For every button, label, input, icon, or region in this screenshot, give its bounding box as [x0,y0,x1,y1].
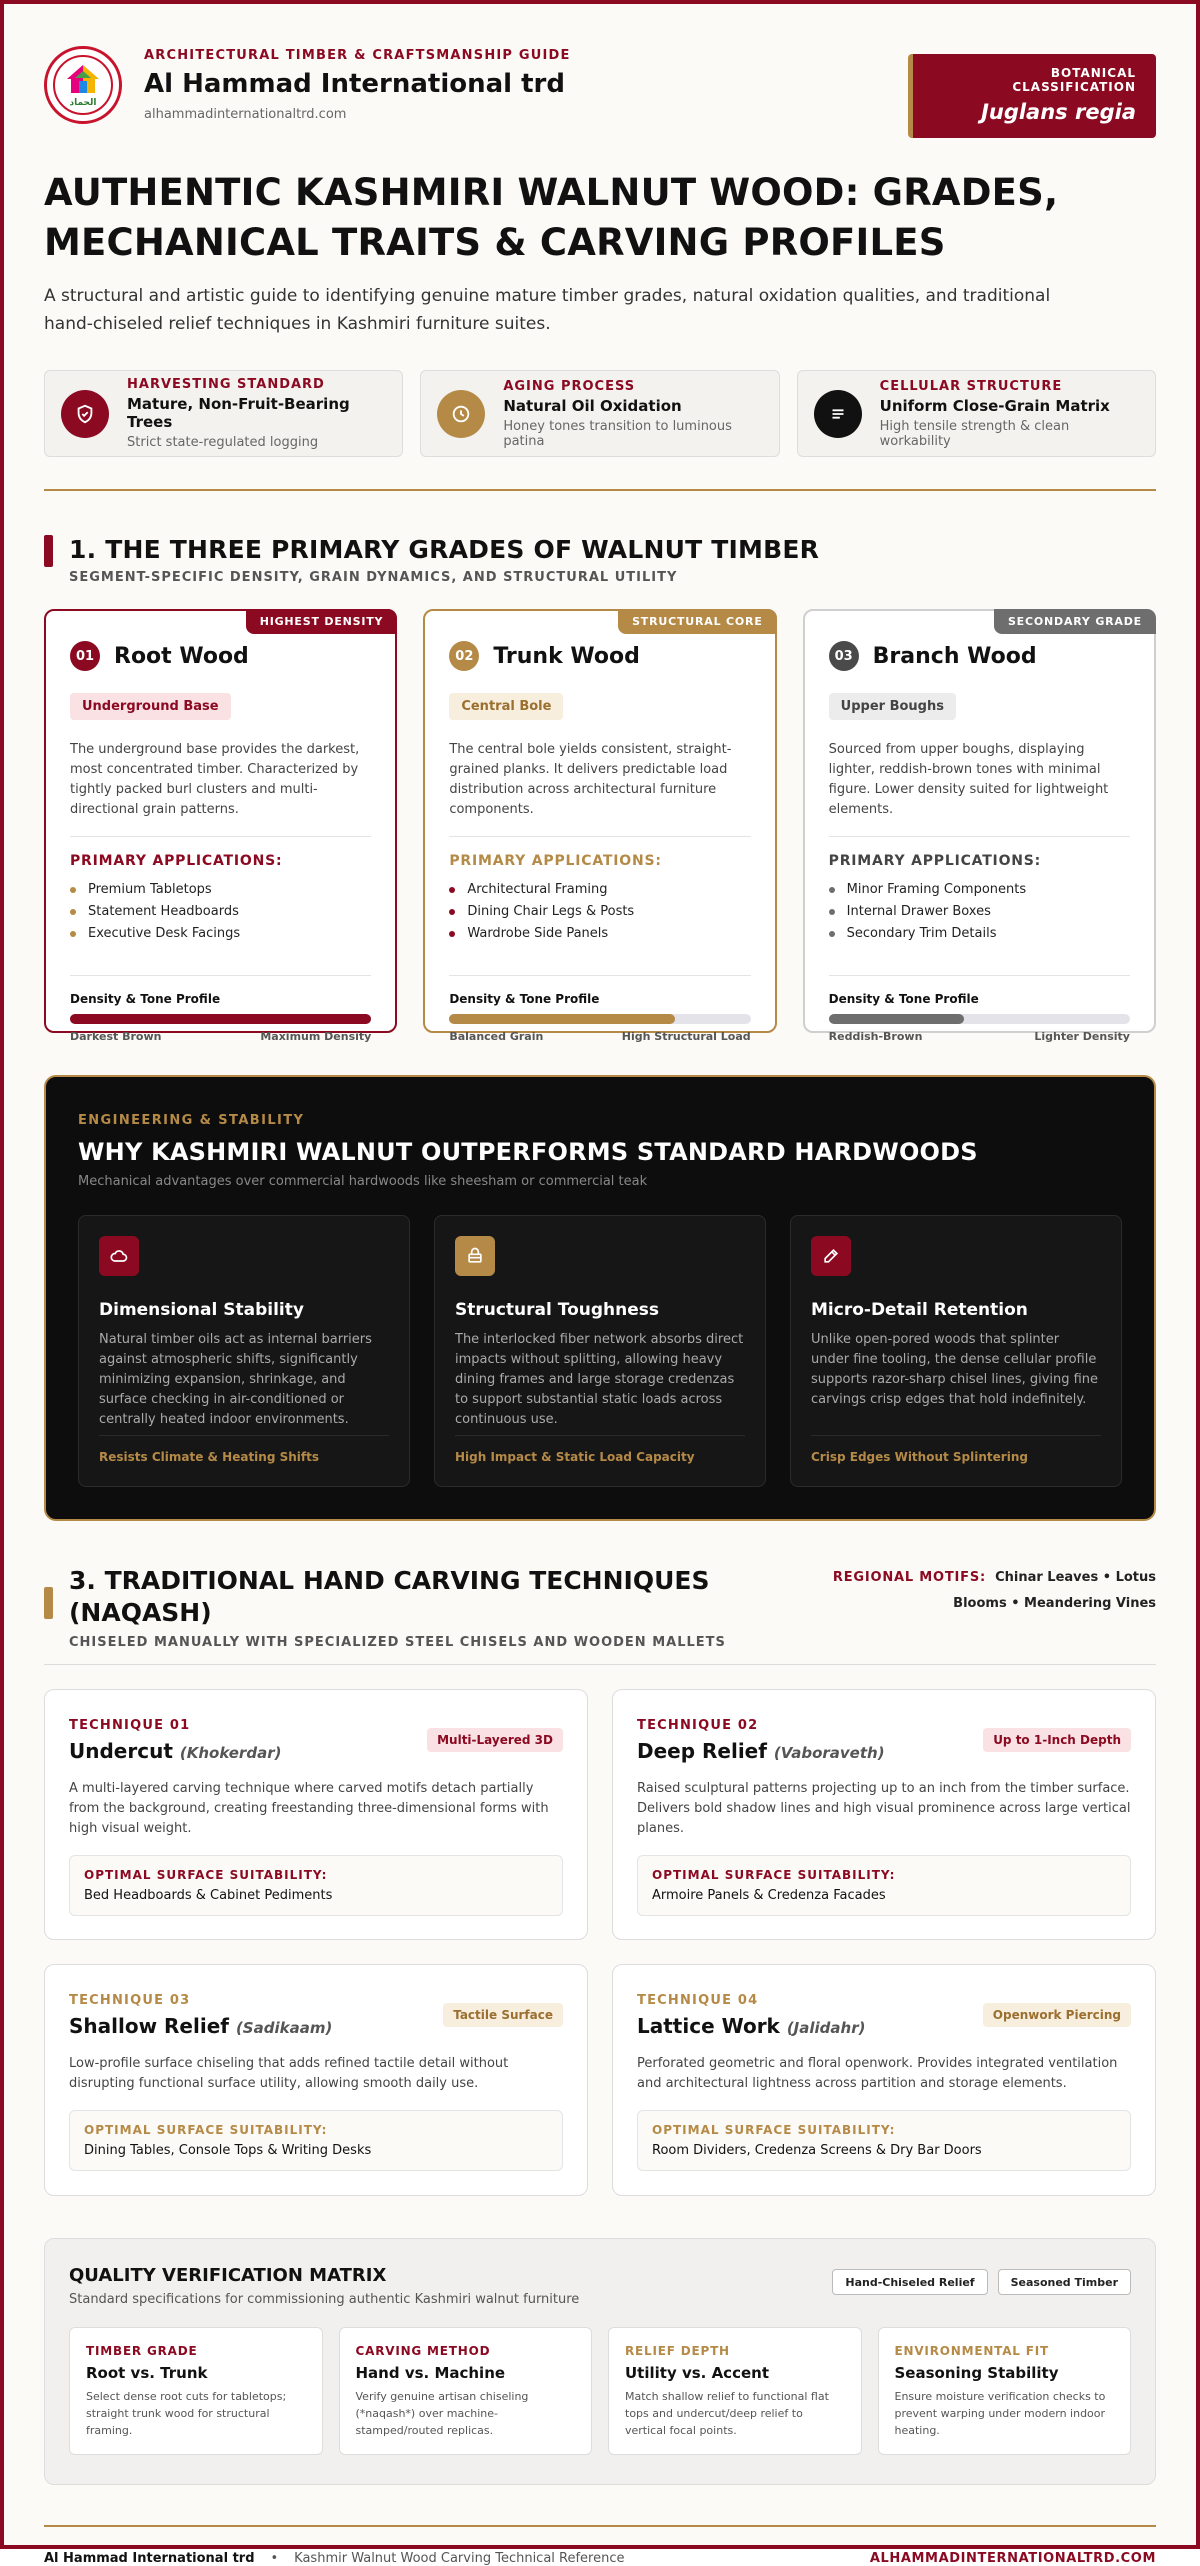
grade-apps-list [70,879,371,959]
clock-icon [437,390,485,438]
matrix-card-desc: Verify genuine artisan chiseling (*naqash*) over machine-stamped/routed replicas. [355,2390,529,2437]
title-line-1: AUTHENTIC KASHMIRI WALNUT WOOD: GRADES, [44,171,1059,214]
suitability-box [637,1855,1131,1916]
matrix-title: QUALITY VERIFICATION MATRIX [69,2265,387,2286]
grade-tag: Underground Base [70,693,231,720]
scale-left: Darkest Brown [70,1030,162,1043]
matrix-card-name: Seasoning Stability [894,2364,1059,2382]
quality-matrix [44,2238,1156,2485]
feature-title: Mature, Non-Fruit-Bearing Trees [127,395,350,431]
list-item: Secondary Trim Details [829,923,1130,945]
feature-cellular [797,370,1156,457]
grade-badge: SECONDARY GRADE [994,609,1156,634]
company-name: Al Hammad International trd [144,69,565,99]
divider [44,1664,1156,1665]
pencil-icon [811,1236,851,1276]
cabinet-icon [455,1236,495,1276]
matrix-tags [832,2269,1131,2307]
density-label: Density & Tone Profile [828,992,979,1006]
technique-desc: Raised sculptural patterns projecting up to an inch from the timber surface. Delivers bold shadow lines and high visual prominence across large vertical planes. [637,1781,1131,1836]
feature-desc: High tensile strength & clean workability [879,418,1070,449]
scale-left: Balanced Grain [449,1030,544,1043]
list-item: Internal Drawer Boxes [829,901,1130,923]
footer [44,2551,1156,2566]
list-item: Premium Tabletops [70,879,371,901]
technique-badge: Up to 1-Inch Depth [983,1728,1131,1752]
matrix-card-kicker: RELIEF DEPTH [625,2344,730,2358]
grade-number: 02 [449,641,479,671]
feature-harvesting [44,370,403,457]
grade-apps-label: PRIMARY APPLICATIONS: [828,853,1042,869]
grade-name: Root Wood [114,643,249,669]
density-bar [70,1014,371,1024]
suitability-value: Room Dividers, Credenza Screens & Dry Bar Doors [652,2143,982,2158]
matrix-tag: Hand-Chiseled Relief [832,2269,987,2295]
density-fill [829,1014,965,1024]
botanical-value: Juglans regia [981,100,1136,124]
logo-text: الحماد [69,98,97,108]
technique-kicker: TECHNIQUE 04 [637,1993,759,2008]
technique-card-shallow-relief [44,1964,588,2196]
density-fill [70,1014,371,1024]
section-accent-bar [44,535,53,567]
feature-row [44,370,1156,457]
engineering-card-title: Structural Toughness [455,1300,660,1320]
engineering-title: WHY KASHMIRI WALNUT OUTPERFORMS STANDARD HARDWOODS [78,1138,978,1166]
technique-alt-name: (Vaboraveth) [773,1744,885,1762]
footer-separator: • [270,2551,279,2566]
density-label: Density & Tone Profile [70,992,221,1006]
footer-reference: Kashmir Walnut Wood Carving Technical Reference [294,2551,625,2566]
feature-kicker: CELLULAR STRUCTURE [879,378,1063,394]
grade-apps-label: PRIMARY APPLICATIONS: [70,853,283,869]
engineering-card-title: Micro-Detail Retention [811,1300,1028,1320]
engineering-card [790,1215,1122,1487]
technique-kicker: TECHNIQUE 01 [69,1718,191,1733]
matrix-subtitle: Standard specifications for commissioning authentic Kashmiri walnut furniture [69,2292,580,2307]
section-3-header [44,1565,1156,1650]
matrix-card-kicker: CARVING METHOD [355,2344,491,2358]
grain-lines-icon [814,390,862,438]
footer-company: Al Hammad International trd [44,2551,255,2566]
matrix-card-desc: Ensure moisture verification checks to prevent warping under modern indoor heating. [894,2390,1106,2437]
density-bar [829,1014,1130,1024]
suitability-box [69,2110,563,2171]
technique-card-deep-relief [612,1689,1156,1940]
engineering-card-desc: Natural timber oils act as internal barriers against atmospheric shifts, significantly minimizing expansion, shrinkage, and surface checking in air-conditioned or centrally heated indoor environments. [99,1332,372,1427]
technique-badge: Tactile Surface [443,2003,563,2027]
section-accent-bar [44,1587,53,1619]
feature-aging [420,370,779,457]
page-title [44,168,1156,268]
motifs-label: REGIONAL MOTIFS: [832,1570,987,1585]
section-3-title: 3. TRADITIONAL HAND CARVING TECHNIQUES (NAQASH) [69,1566,710,1627]
matrix-card-kicker: ENVIRONMENTAL FIT [894,2344,1049,2358]
technique-alt-name: (Khokerdar) [179,1744,282,1762]
suitability-label: OPTIMAL SURFACE SUITABILITY: [84,2123,328,2137]
technique-card-lattice-work [612,1964,1156,2196]
engineering-card-desc: Unlike open-pored woods that splinter under fine tooling, the dense cellular profile supports razor-sharp chisel lines, giving fine carvings crisp edges that hold indefinitely. [811,1332,1099,1407]
grade-tag: Upper Boughs [829,693,956,720]
matrix-cards [69,2327,1131,2455]
matrix-card [608,2327,862,2455]
suitability-label: OPTIMAL SURFACE SUITABILITY: [652,1868,896,1882]
grade-apps-label: PRIMARY APPLICATIONS: [449,853,662,869]
feature-title: Natural Oil Oxidation [503,396,682,415]
scale-right: High Structural Load [621,1030,751,1043]
section-1-title: 1. THE THREE PRIMARY GRADES OF WALNUT TIMBER [69,535,820,564]
engineering-kicker: ENGINEERING & STABILITY [78,1113,305,1128]
grade-number: 03 [829,641,859,671]
list-item: Minor Framing Components [829,879,1130,901]
divider [44,489,1156,491]
technique-name: Lattice Work (Jalidahr) [637,2014,866,2038]
matrix-card-name: Root vs. Trunk [86,2364,208,2382]
grade-tag: Central Bole [449,693,563,720]
density-fill [449,1014,675,1024]
engineering-card-footer: High Impact & Static Load Capacity [455,1435,745,1464]
engineering-cards [78,1215,1122,1487]
suitability-label: OPTIMAL SURFACE SUITABILITY: [84,1868,328,1882]
feature-desc: Honey tones transition to luminous patina [503,418,732,449]
grade-badge: HIGHEST DENSITY [246,609,398,634]
shield-check-icon [61,390,109,438]
grade-card-trunk-wood [423,609,776,1043]
technique-name: Deep Relief (Vaboraveth) [637,1739,885,1763]
technique-cards [44,1689,1156,2196]
feature-desc: Strict state-regulated logging [127,435,319,450]
density-bar [449,1014,750,1024]
technique-alt-name: (Sadikaam) [235,2019,333,2037]
technique-kicker: TECHNIQUE 02 [637,1718,759,1733]
grade-cards [44,609,1156,1043]
density-label: Density & Tone Profile [449,992,600,1006]
section-1-header [44,535,1156,585]
list-item: Wardrobe Side Panels [449,923,750,945]
matrix-tag: Seasoned Timber [998,2269,1131,2295]
technique-badge: Multi-Layered 3D [427,1728,563,1752]
suitability-value: Dining Tables, Console Tops & Writing Desks [84,2143,372,2158]
technique-badge: Openwork Piercing [983,2003,1131,2027]
list-item: Statement Headboards [70,901,371,923]
matrix-card [69,2327,323,2455]
matrix-card [339,2327,593,2455]
technique-name: Undercut (Khokerdar) [69,1739,282,1763]
matrix-card-desc: Match shallow relief to functional flat tops and undercut/deep relief to vertical focal points. [625,2390,829,2437]
list-item: Architectural Framing [449,879,750,901]
feature-title: Uniform Close-Grain Matrix [879,396,1110,415]
grade-badge: STRUCTURAL CORE [618,609,777,634]
grade-desc: The underground base provides the darkest, most concentrated timber. Characterized by tightly packed burl clusters and multi-directional grain patterns. [70,742,360,817]
engineering-card [78,1215,410,1487]
grade-number: 01 [70,641,100,671]
feature-kicker: AGING PROCESS [503,378,636,394]
footer-url[interactable]: ALHAMMADINTERNATIONALTRD.COM [869,2551,1156,2566]
suitability-value: Bed Headboards & Cabinet Pediments [84,1888,333,1903]
suitability-box [637,2110,1131,2171]
title-line-2: MECHANICAL TRAITS & CARVING PROFILES [44,221,946,264]
brand [44,46,571,124]
technique-name: Shallow Relief (Sadikaam) [69,2014,333,2038]
engineering-subtitle: Mechanical advantages over commercial hardwoods like sheesham or commercial teak [78,1174,648,1189]
grade-desc: Sourced from upper boughs, displaying lighter, reddish-brown tones with minimal figure. Lower density suited for lightweight elements. [828,742,1109,817]
matrix-card-kicker: TIMBER GRADE [86,2344,198,2358]
suitability-value: Armoire Panels & Credenza Facades [652,1888,886,1903]
matrix-card-name: Utility vs. Accent [625,2364,769,2382]
motifs-value: Chinar Leaves • Lotus Blooms • Meandering Vines [953,1570,1156,1611]
grade-desc: The central bole yields consistent, straight-grained planks. It delivers predictable load distribution across architectural furniture components. [449,742,732,817]
technique-alt-name: (Jalidahr) [786,2019,866,2037]
technique-desc: A multi-layered carving technique where carved motifs detach partially from the background, creating freestanding three-dimensional forms with high visual weight. [69,1781,549,1836]
engineering-card-title: Dimensional Stability [99,1300,304,1320]
engineering-card-desc: The interlocked fiber network absorbs direct impacts without splitting, allowing heavy dining frames and large storage credenzas to support substantial static loads across continuous use. [455,1332,744,1427]
technique-kicker: TECHNIQUE 03 [69,1993,191,2008]
technique-desc: Low-profile surface chiseling that adds refined tactile detail without disrupting functional surface utility, allowing smooth daily use. [69,2056,509,2091]
suitability-box [69,1855,563,1916]
engineering-card-footer: Resists Climate & Heating Shifts [99,1435,389,1464]
matrix-card [878,2327,1132,2455]
technique-desc: Perforated geometric and floral openwork. Provides integrated ventilation and architectural lightness across partition and storage elements. [637,2056,1118,2091]
grade-card-branch-wood [803,609,1156,1043]
feature-kicker: HARVESTING STANDARD [127,377,325,392]
divider [44,2525,1156,2527]
technique-card-undercut [44,1689,588,1940]
grade-name: Branch Wood [872,643,1037,669]
grade-apps-list [449,879,750,959]
brand-kicker: ARCHITECTURAL TIMBER & CRAFTSMANSHIP GUIDE [144,48,571,63]
page-subtitle: A structural and artistic guide to identifying genuine mature timber grades, natural oxidation qualities, and traditional hand-chiseled relief techniques in Kashmiri furniture suites. [44,286,1051,334]
matrix-card-desc: Select dense root cuts for tabletops; straight trunk wood for structural framing. [86,2390,287,2437]
suitability-label: OPTIMAL SURFACE SUITABILITY: [652,2123,896,2137]
scale-left: Reddish-Brown [828,1030,923,1043]
botanical-classification [908,54,1156,138]
matrix-card-name: Hand vs. Machine [355,2364,506,2382]
grade-name: Trunk Wood [493,643,640,669]
list-item: Executive Desk Facings [70,923,371,945]
section-3-subtitle: CHISELED MANUALLY WITH SPECIALIZED STEEL CHISELS AND WOODEN MALLETS [69,1635,726,1650]
cloud-icon [99,1236,139,1276]
grade-apps-list [829,879,1130,959]
engineering-card [434,1215,766,1487]
header [44,4,1156,138]
engineering-card-footer: Crisp Edges Without Splintering [811,1435,1101,1464]
engineering-section [44,1075,1156,1521]
section-1-subtitle: SEGMENT-SPECIFIC DENSITY, GRAIN DYNAMICS, AND STRUCTURAL UTILITY [69,570,678,585]
scale-right: Lighter Density [1034,1030,1130,1043]
company-logo [44,46,122,124]
company-url[interactable]: alhammadinternationaltrd.com [144,107,347,122]
list-item: Dining Chair Legs & Posts [449,901,750,923]
grade-card-root-wood [44,609,397,1043]
regional-motifs [776,1565,1156,1650]
scale-right: Maximum Density [260,1030,372,1043]
botanical-label: BOTANICAL CLASSIFICATION [1012,66,1136,94]
